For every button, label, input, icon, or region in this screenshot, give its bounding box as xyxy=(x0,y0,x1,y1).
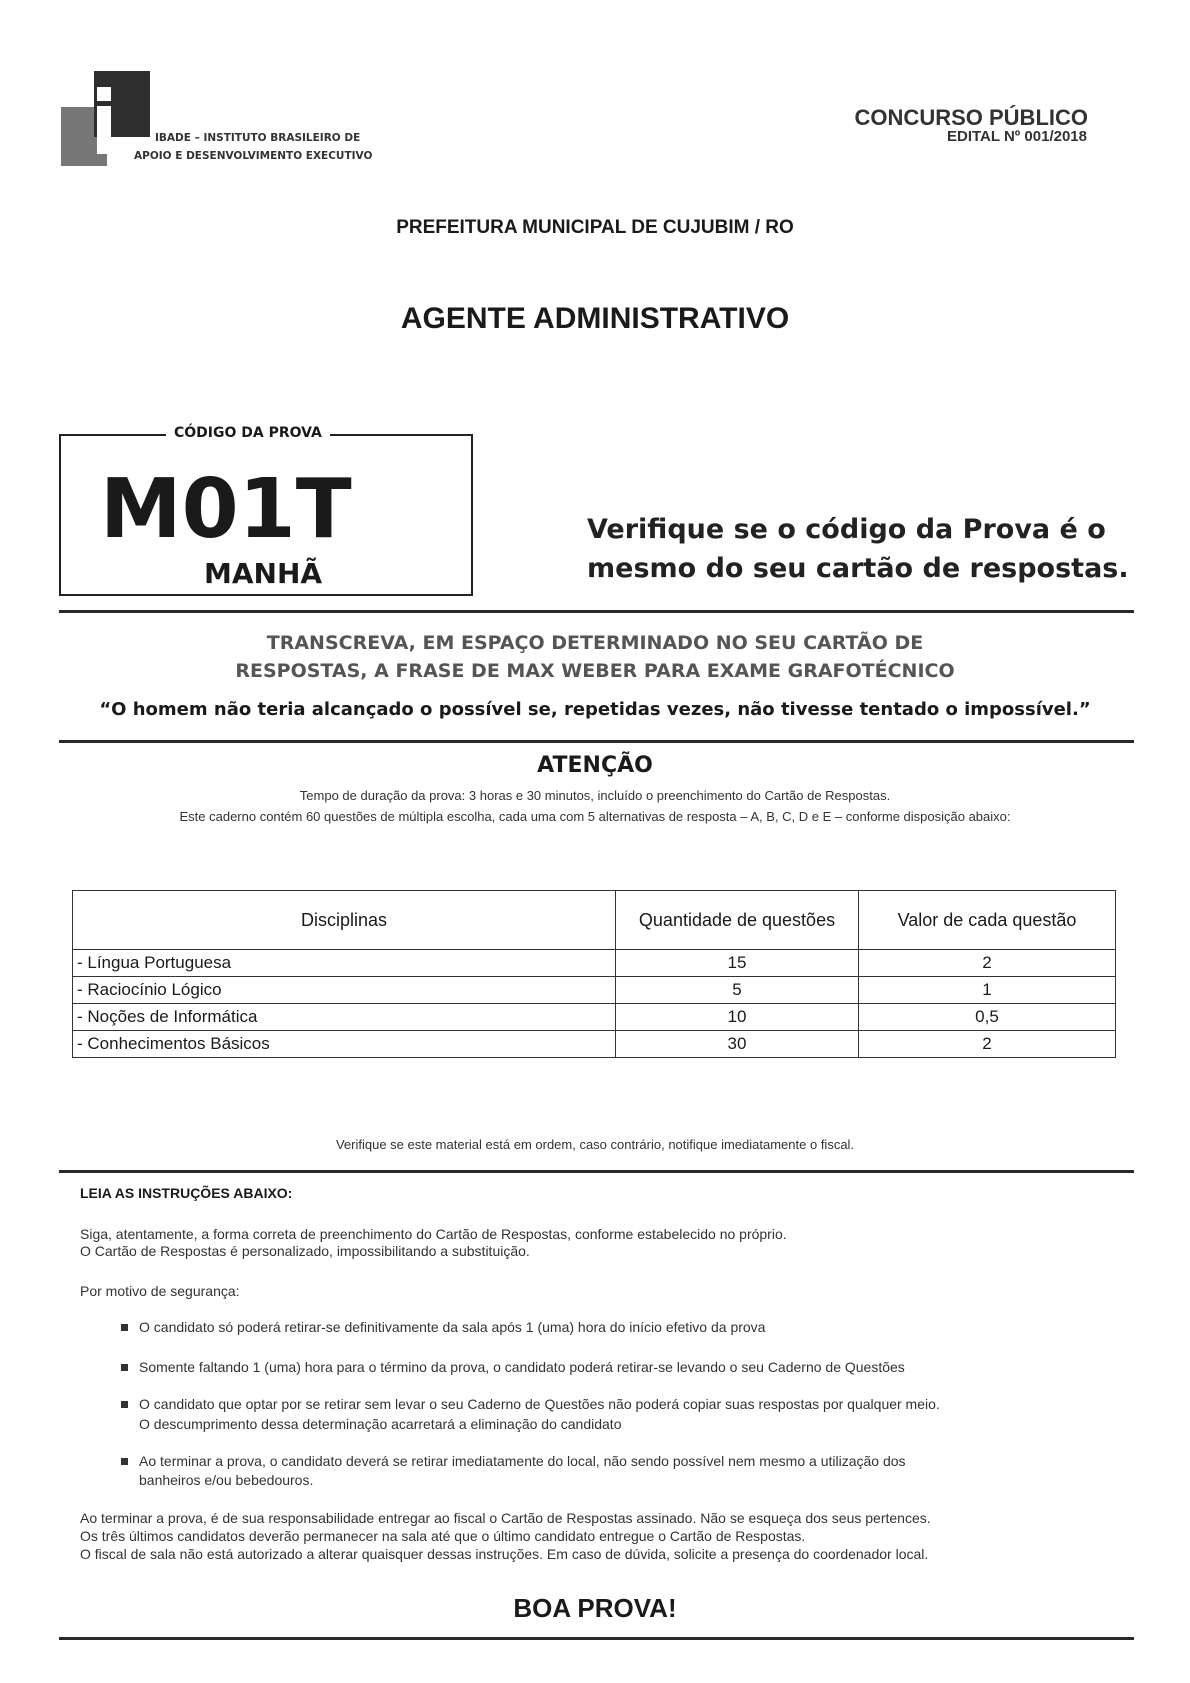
material-notice: Verifique se este material está em ordem, caso contrário, notifique imediatamente o fiscal. xyxy=(335,1137,855,1152)
transcreva-line2: RESPOSTAS, A FRASE DE MAX WEBER PARA EXAME GRAFOTÉCNICO xyxy=(235,660,955,682)
valor: 0,5 xyxy=(859,1004,1116,1031)
concurso-title: CONCURSO PÚBLICO xyxy=(854,105,1088,130)
transcreva-line1: TRANSCREVA, EM ESPAÇO DETERMINADO NO SEU CARTÃO DE xyxy=(266,632,924,654)
divider xyxy=(59,610,1134,613)
header-quantidade: Quantidade de questões xyxy=(616,891,859,950)
disciplina: - Noções de Informática xyxy=(73,1004,616,1031)
instrucao-p3: Por motivo de segurança: xyxy=(80,1283,240,1299)
max-weber-quote: “O homem não teria alcançado o possível se, repetidas vezes, não tivesse tentado o impossível.” xyxy=(99,699,1091,720)
disciplina: - Raciocínio Lógico xyxy=(73,977,616,1004)
header-disciplinas: Disciplinas xyxy=(73,891,616,950)
bullet-text: O candidato só poderá retirar-se definitivamente da sala após 1 (uma) hora do início efetivo da prova xyxy=(139,1319,766,1335)
disciplinas-table xyxy=(72,890,1116,1058)
boa-prova: BOA PROVA! xyxy=(513,1593,677,1623)
bullet-text-cont: banheiros e/ou bebedouros. xyxy=(139,1472,314,1488)
divider xyxy=(59,740,1134,743)
atencao-duration: Tempo de duração da prova: 3 horas e 30 minutos, incluído o preenchimento do Cartão de Respostas. xyxy=(299,788,891,803)
divider xyxy=(59,1170,1134,1173)
bullet-icon xyxy=(121,1458,128,1465)
header-valor: Valor de cada questão xyxy=(859,891,1116,950)
divider xyxy=(59,1637,1134,1640)
codigo-prova: M01T xyxy=(100,462,352,557)
table-row xyxy=(73,950,1116,977)
instrucoes-title: LEIA AS INSTRUÇÕES ABAIXO: xyxy=(80,1185,293,1201)
disciplina: - Conhecimentos Básicos xyxy=(73,1031,616,1058)
quantidade: 10 xyxy=(616,1004,859,1031)
edital-number: EDITAL Nº 001/2018 xyxy=(947,128,1087,145)
instrucao-p1: Siga, atentamente, a forma correta de preenchimento do Cartão de Respostas, conforme estabelecido no próprio. xyxy=(80,1226,787,1242)
valor: 1 xyxy=(859,977,1116,1004)
bullet-text-cont: O descumprimento dessa determinação acarretará a eliminação do candidato xyxy=(139,1416,622,1432)
quantidade: 5 xyxy=(616,977,859,1004)
verifique-line1: Verifique se o código da Prova é o xyxy=(587,514,1106,545)
table-row xyxy=(73,977,1116,1004)
bullet-text: O candidato que optar por se retirar sem levar o seu Caderno de Questões não poderá copiar suas respostas por qualquer meio. xyxy=(139,1396,940,1412)
quantidade: 30 xyxy=(616,1031,859,1058)
disciplina: - Língua Portuguesa xyxy=(73,950,616,977)
bullet-icon xyxy=(121,1401,128,1408)
final-p1: Ao terminar a prova, é de sua responsabilidade entregar ao fiscal o Cartão de Respostas assinado. Não se esqueça dos seus pertences. xyxy=(80,1510,931,1526)
bullet-icon xyxy=(121,1324,128,1331)
cargo-title: AGENTE ADMINISTRATIVO xyxy=(400,302,790,335)
valor: 2 xyxy=(859,950,1116,977)
atencao-title: ATENÇÃO xyxy=(537,753,653,778)
final-p3: O fiscal de sala não está autorizado a alterar quaisquer dessas instruções. Em caso de dúvida, solicite a presença do coordenador local. xyxy=(80,1546,929,1562)
table-row xyxy=(73,1031,1116,1058)
valor: 2 xyxy=(859,1031,1116,1058)
bullet-text: Ao terminar a prova, o candidato deverá se retirar imediatamente do local, não sendo possível nem mesmo a utilização dos xyxy=(139,1453,906,1469)
atencao-questions: Este caderno contém 60 questões de múltipla escolha, cada uma com 5 alternativas de resposta – A, B, C, D e E – conforme disposição abaixo: xyxy=(179,809,1011,824)
org-name-line2: APOIO E DESENVOLVIMENTO EXECUTIVO xyxy=(134,150,373,162)
verifique-line2: mesmo do seu cartão de respostas. xyxy=(587,553,1129,584)
turno: MANHÃ xyxy=(204,557,323,590)
bullet-icon xyxy=(121,1364,128,1371)
table-row xyxy=(73,1004,1116,1031)
org-name-line1: IBADE – INSTITUTO BRASILEIRO DE xyxy=(155,132,361,144)
codigo-label: CÓDIGO DA PROVA xyxy=(166,425,330,441)
instrucao-p2: O Cartão de Respostas é personalizado, impossibilitando a substituição. xyxy=(80,1243,530,1259)
prefeitura-title: PREFEITURA MUNICIPAL DE CUJUBIM / RO xyxy=(396,217,794,238)
quantidade: 15 xyxy=(616,950,859,977)
table-header-row xyxy=(73,891,1116,950)
bullet-text: Somente faltando 1 (uma) hora para o término da prova, o candidato poderá retirar-se levando o seu Caderno de Questões xyxy=(139,1359,905,1375)
final-p2: Os três últimos candidatos deverão permanecer na sala até que o último candidato entregue o Cartão de Respostas. xyxy=(80,1528,806,1544)
